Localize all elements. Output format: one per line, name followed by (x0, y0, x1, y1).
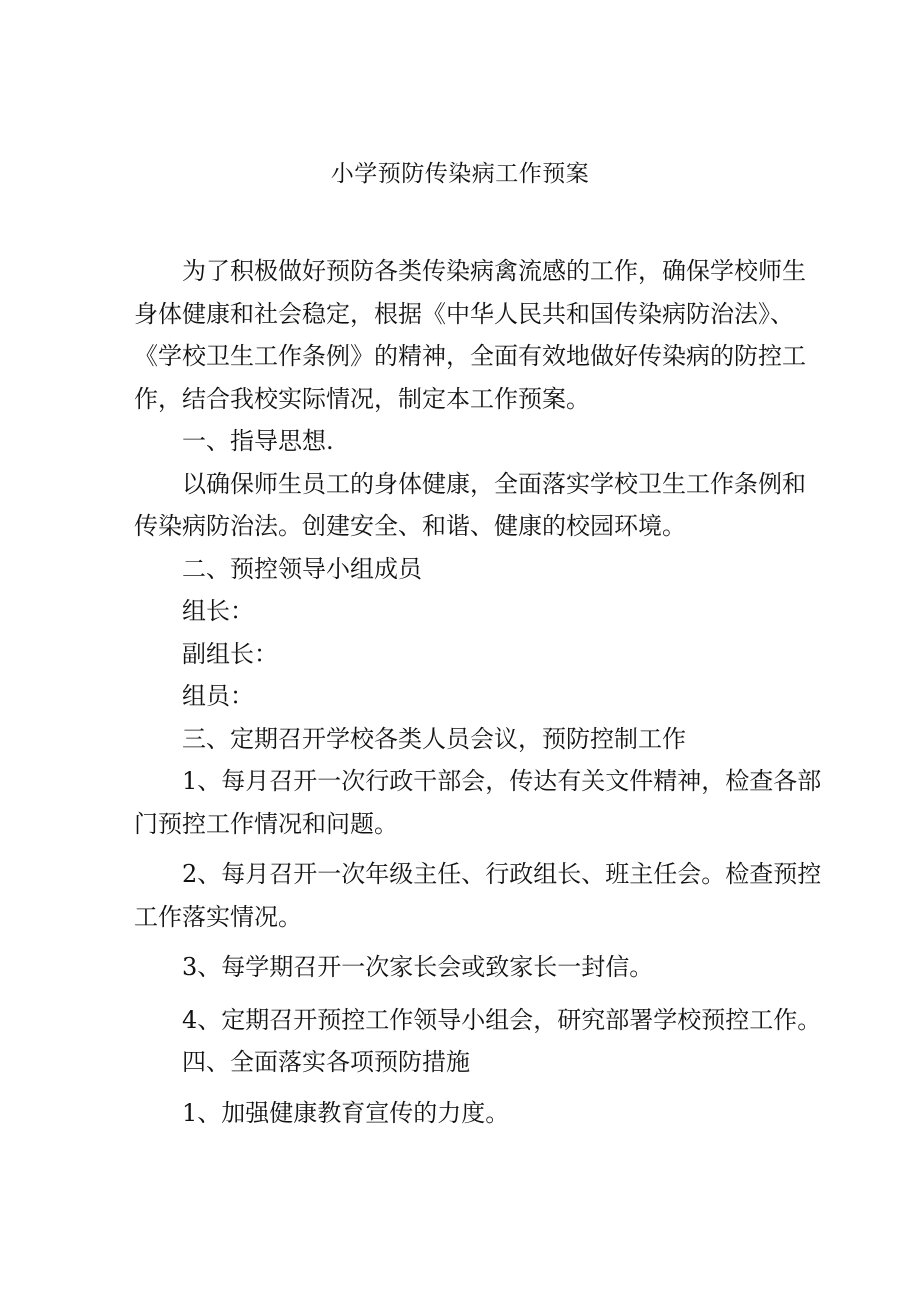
item-3-2-line-1: 2、每月召开一次年级主任、行政组长、班主任会。检查预控 (182, 860, 822, 888)
document-title: 小学预防传染病工作预案 (330, 161, 590, 187)
section-1-line-2: 传染病防治法。创建安全、和谐、健康的校园环境。 (134, 512, 686, 540)
document-body (134, 250, 822, 1134)
section-1-heading: 一、指导思想. (182, 427, 334, 455)
section-2-heading: 二、预控领导小组成员 (182, 554, 422, 583)
section-1-line-1: 以确保师生员工的身体健康，全面落实学校卫生工作条例和 (182, 469, 806, 498)
deputy-leader-line: 副组长： (182, 639, 278, 668)
intro-line-3: 《学校卫生工作条例》的精神，全面有效地做好传染病的防控工 (134, 342, 806, 370)
intro-line-1: 为了积极做好预防各类传染病禽流感的工作，确保学校师生 (182, 257, 806, 285)
section-4-heading: 四、全面落实各项预防措施 (182, 1048, 470, 1076)
item-3-3-line: 3、每学期召开一次家长会或致家长一封信。 (182, 953, 654, 981)
item-3-4-line: 4、定期召开预控工作领导小组会，研究部署学校预控工作。 (182, 1005, 822, 1034)
member-line: 组员： (182, 682, 254, 710)
group-leader-line: 组长： (182, 597, 254, 625)
item-3-1-line-1: 1、每月召开一次行政干部会，传达有关文件精神，检查各部 (182, 767, 822, 795)
intro-line-2: 身体健康和社会稳定，根据《中华人民共和国传染病防治法》、 (134, 299, 794, 328)
intro-line-4: 作，结合我校实际情况，制定本工作预案。 (134, 384, 590, 413)
item-4-1-line: 1、加强健康教育宣传的力度。 (182, 1098, 510, 1127)
item-3-2-line-2: 工作落实情况。 (134, 902, 302, 931)
item-3-1-line-2: 门预控工作情况和问题。 (134, 809, 398, 838)
section-3-heading: 三、定期召开学校各类人员会议，预防控制工作 (182, 724, 686, 753)
